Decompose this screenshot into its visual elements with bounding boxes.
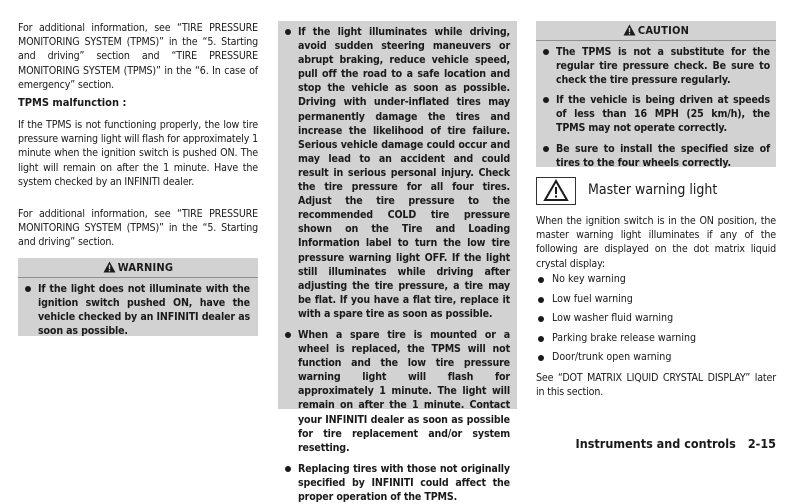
master-warning-title: Master warning light — [588, 182, 718, 198]
footer-section-title: Instruments and controls — [575, 436, 736, 451]
list-item: Door/trunk open warning — [536, 348, 776, 368]
warning-title: WARNING — [117, 261, 174, 274]
warning-item-flat-tire: If the light illuminates while driving, avoid sudden steering maneuvers or abrupt braking, reduce vehicle speed, pull off the road to a safe location and stop the vehicle as soon as possible. Driving with under-inflated tires may permanently damage the tires and increase the likelihood of tire failure. Serious vehicle damage could occur and may lead to an accident and could result in serious personal injury. Check the tire pressure for all four tires. Adjust the tire pressure to the recommended COLD tire pressure shown on the Tire and Loading Information label to turn the low tire pressure warning light OFF. If the light still illuminates while driving after adjusting the tire pressure, a tire may be flat. If you have a flat tire, replace it with a spare tire as soon as possible. — [283, 25, 510, 321]
warning-continued-box — [278, 21, 517, 503]
caution-item: Be sure to install the specified size of tires to the four wheels correctly. — [541, 142, 770, 170]
warning-item: If the light does not illuminate with the ignition switch pushed ON, have the vehicle checked by an INFINITI dealer as soon as possible. — [23, 282, 250, 338]
warning-triangle-icon — [623, 23, 636, 42]
page-number: 2-15 — [747, 436, 776, 451]
caution-item: The TPMS is not a substitute for the regular tire pressure check. Be sure to check the tire pressure regularly. — [541, 45, 770, 87]
warning-triangle-icon — [103, 260, 116, 279]
caution-header — [536, 21, 776, 41]
caution-box — [536, 21, 776, 167]
warning-item-replacing-tires: Replacing tires with those not originally specified by INFINITI could affect the proper operation of the TPMS. — [283, 462, 510, 504]
master-warning-heading — [536, 177, 776, 207]
warning-header — [18, 258, 258, 278]
warning-continued-list — [278, 21, 517, 504]
tpms-malfunction-paragraph: If the TPMS is not functioning properly, the low tire pressure warning light will flash for approximately 1 minute when the ignition switch is pushed ON. The light will remain on after the 1 minute. Have the system checked by an INFINITI dealer. — [18, 119, 258, 188]
master-warning-list — [536, 270, 776, 368]
tpms-reference-paragraph: For additional information, see “TIRE PRESSURE MONITORING SYSTEM (TPMS)” in the “5. Starting and driving” section and “TIRE PRESSURE MONITORING SYSTEM (TPMS)” in the “6. In case of emergency” section. — [18, 22, 258, 91]
list-item: Parking brake release warning — [536, 329, 776, 349]
master-warning-intro: When the ignition switch is in the ON position, the master warning light illuminates if any of the following are displayed on the dot matrix liquid crystal display: — [536, 215, 776, 270]
page-footer — [576, 436, 776, 452]
warning-box — [18, 258, 258, 336]
tpms-malfunction-heading: TPMS malfunction : — [18, 96, 127, 109]
master-warning-reference: See “DOT MATRIX LIQUID CRYSTAL DISPLAY” later in this section. — [536, 372, 776, 399]
caution-list — [536, 41, 776, 170]
tpms-reference-paragraph-2: For additional information, see “TIRE PRESSURE MONITORING SYSTEM (TPMS)” in the “5. Starting and driving” section. — [18, 208, 258, 249]
list-item: No key warning — [536, 270, 776, 290]
list-item: Low fuel warning — [536, 290, 776, 310]
caution-item: If the vehicle is being driven at speeds of less than 16 MPH (25 km/h), the TPMS may not operate correctly. — [541, 93, 770, 135]
warning-item-spare-tire: When a spare tire is mounted or a wheel is replaced, the TPMS will not function and the low tire pressure warning light will flash for approximately 1 minute. The light will remain on after the 1 minute. Contact your INFINITI dealer as soon as possible for tire replacement and/or system resetting. — [283, 328, 510, 455]
warning-list — [18, 278, 258, 338]
list-item: Low washer fluid warning — [536, 309, 776, 329]
master-warning-icon — [536, 177, 576, 205]
caution-title: CAUTION — [637, 24, 690, 37]
